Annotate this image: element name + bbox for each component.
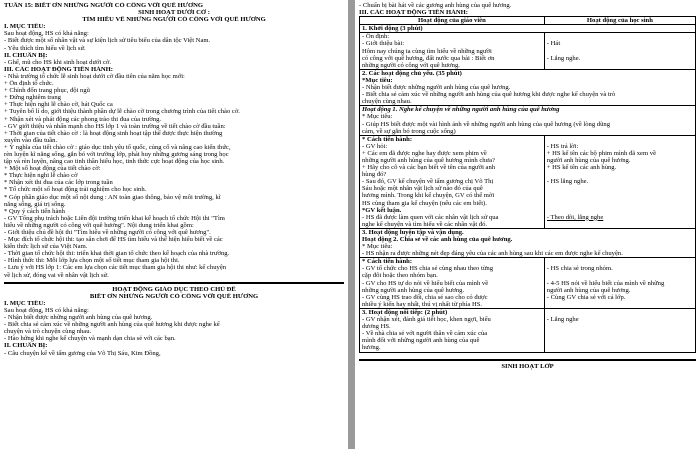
text-line: xuyên vào đầu tuần. xyxy=(4,136,58,144)
week-title: TUẦN 15: BIẾT ƠN NHỮNG NGƯỜI CÓ CÔNG VỚI QUÊ HƯƠNG xyxy=(4,2,204,9)
text-line: - HS trả lời: xyxy=(546,142,579,150)
activities-heading: III. CÁC HOẠT ĐỘNG TIẾN HÀNH: xyxy=(359,9,468,17)
text-line: *Mục tiêu: xyxy=(362,76,393,84)
text-line: - 4-5 HS nói về hiểu biết của mình về những xyxy=(546,279,665,287)
text-line: * Cách tiến hành: xyxy=(362,258,413,266)
text-line: - Mục đích tổ chức hội thi: tạo sân chơi để HS tìm hiểu và thể hiện hiểu biết về các xyxy=(4,236,223,244)
divider xyxy=(359,359,696,361)
text-line: - Giới thiệu chủ đề hội thi "Tìm hiểu về những người có công với quê hương". xyxy=(4,229,211,236)
text-line: - Cùng GV chia sẻ với cả lớp. xyxy=(546,293,626,301)
text-line: II. CHUẨN BỊ: xyxy=(4,51,48,59)
text-line: - Lưu ý với HS lớp 1: Các em lựa chọn các tiết mục tham gia hội thi như: kể chuyện xyxy=(4,264,227,272)
text-line: + Chỉnh đốn trang phục, đội ngũ xyxy=(4,87,90,95)
text-line: - Nhận biết được những người anh hùng của quê hương. xyxy=(4,314,153,322)
table-row xyxy=(360,228,696,257)
text-line: hương. xyxy=(362,344,381,352)
text-line: về lịch sử, đóng vai về nhân vật lịch sử. xyxy=(4,271,109,279)
text-line: - HS đã được làm quen với các nhân vật lịch sử qua xyxy=(362,213,499,221)
text-line: * Mục tiêu: xyxy=(362,113,393,121)
table-row xyxy=(360,308,696,352)
topic-title: HOẠT ĐỘNG GIÁO DỤC THEO CHỦ ĐỀ xyxy=(112,285,236,293)
text-line xyxy=(547,185,693,192)
main-activities-cell xyxy=(360,69,696,105)
text-line: * Mục tiêu: xyxy=(362,243,393,251)
text-line xyxy=(547,48,693,55)
activity-1-cell xyxy=(360,106,696,135)
text-line xyxy=(547,136,693,143)
text-line: những người có công với quê hương. xyxy=(362,61,460,69)
text-line: - Hào hứng khi nghe kể chuyện và mạnh dạn chia sẻ với các bạn. xyxy=(4,335,176,343)
prep-line: - Chuẩn bị bài hát về các gương anh hùng của quê hương. xyxy=(359,2,512,9)
activity-2-student-cell xyxy=(544,258,695,309)
text-line: hùng đó? xyxy=(362,171,387,179)
text-line: + Nhận xét và phát động các phong trào thi đua của trường. xyxy=(4,115,162,123)
table-row xyxy=(360,258,696,309)
table-row xyxy=(360,69,696,105)
text-line: - Câu chuyện kể về tấm gương của Võ Thị Sáu, Kim Đồng, xyxy=(4,349,161,357)
text-line: - Ổn định: xyxy=(362,33,390,41)
class-activity-title: SINH HOẠT LỚP xyxy=(501,362,554,370)
text-line xyxy=(547,272,693,279)
lesson-plan-table xyxy=(359,16,696,352)
text-line: cặp đôi hoặc theo nhóm bạn. xyxy=(362,272,438,280)
text-line: mình đối với những người anh hùng của quê xyxy=(362,337,480,345)
text-line: 3. Hoạt động nối tiếp: (2 phút) xyxy=(362,308,448,316)
text-line: tập và rèn luyện, nâng cao tinh thần hiếu học, tinh thức cực hoạt động của học sinh. xyxy=(4,158,225,166)
warmup-student-cell xyxy=(544,33,695,69)
text-line: - Thời gian tổ chức hội thi: triển khai thời gian tổ chức theo kế hoạch của nhà trường. xyxy=(4,250,230,258)
text-line: người anh hùng của quê hương. xyxy=(546,286,631,294)
text-line: Sau hoạt động, HS có khả năng: xyxy=(4,30,89,38)
section-title: SINH HOẠT DƯỚI CỜ : xyxy=(138,9,210,17)
warmup-heading: 1. Khởi động (3 phút) xyxy=(360,25,696,33)
text-line: chuyện và trò chuyện cùng nhau. xyxy=(4,328,92,336)
text-line: Hoạt động 2. Chia sẻ về các anh hùng của quê hương. xyxy=(362,236,513,243)
text-line: III. CÁC HOẠT ĐỘNG TIẾN HÀNH: xyxy=(4,65,113,73)
text-line: - HS lắng nghe. xyxy=(546,178,589,186)
text-line: - GV nhận xét, đánh giá tiết học, khen ngợi, biểu xyxy=(362,316,491,324)
document-page-right xyxy=(355,0,700,449)
activity-1-student-cell xyxy=(544,135,695,228)
text-line: - Yêu thích tìm hiểu về lịch sử. xyxy=(4,44,86,52)
table-header-row xyxy=(360,17,696,25)
text-line: Sau hoạt động, HS có khả năng: xyxy=(4,306,89,314)
text-line: * Nhận xét thi đua của các lớp trong tuần xyxy=(4,179,113,187)
text-line: - Giúp HS biết được một vài hình ảnh về những người anh hùng của quê hương (về lòng dũng xyxy=(362,120,610,128)
text-line: + Các em đã được nghe hay được xem phim về xyxy=(362,149,487,157)
text-line: - GV cùng HS trao đổi, chia sẻ sao cho có được xyxy=(362,293,488,301)
text-line: + Đứng nghiêm trang xyxy=(4,94,61,102)
text-line: có công với quê hương, đất nước qua bài : Biết ơn xyxy=(362,54,495,62)
text-line: - Lắng nghe xyxy=(546,316,579,324)
table-row xyxy=(360,135,696,228)
divider xyxy=(4,282,344,284)
text-line: + HS kể tên các bộ phim mình đã xem về xyxy=(546,149,656,157)
text-line: II. CHUẨN BỊ: xyxy=(4,342,48,350)
topic-subtitle: BIẾT ƠN NHỮNG NGƯỜI CÓ CÔNG VỚI QUÊ HƯƠNG xyxy=(89,292,259,300)
text-line: - Nhà trường tổ chức lễ sinh hoạt dưới cờ đầu tiên của năm học mới: xyxy=(4,72,185,80)
text-line: *GV kết luận. xyxy=(362,206,402,214)
text-line xyxy=(547,171,693,178)
table-row xyxy=(360,25,696,33)
text-line: nhiều ý kiến hay nhất, thú vị nhất từ phía HS. xyxy=(362,300,483,308)
text-line: những người anh hùng của quê hương. xyxy=(362,286,465,294)
text-line: kiến thức lịch sử của Việt Nam. xyxy=(4,243,88,251)
text-line: - GV cho HS tự do nói về hiểu biết của mình về xyxy=(362,279,489,287)
text-line: I. MỤC TIÊU: xyxy=(4,23,46,31)
text-line: - Biết được một số nhân vật và sự kiện lịch sử tiêu biểu của dân tộc Việt Nam. xyxy=(4,37,211,45)
text-line: - Sau đó, GV kể chuyện về tấm gương chị Võ Thị xyxy=(362,178,494,186)
text-line: - GV hỏi: xyxy=(362,142,388,150)
activity-2-teacher-cell xyxy=(360,258,545,309)
left-body-1 xyxy=(4,23,344,278)
text-line: + Hãy cho cô và các bạn biết về tên của người anh xyxy=(362,164,496,172)
text-line xyxy=(547,207,693,214)
text-line: người anh hùng của quê hương. xyxy=(546,156,631,164)
text-line: * Thực hiện nghi lễ chào cờ xyxy=(4,172,78,180)
activity-1-teacher-cell xyxy=(360,135,545,228)
text-line: * Tổ chức một số hoạt động trải nghiệm cho học sinh. xyxy=(4,186,147,194)
text-line: những người anh hùng của quê hương mình chưa? xyxy=(362,156,495,164)
activity-2-cell xyxy=(360,228,696,257)
text-line: - Hát xyxy=(546,40,561,48)
text-line: + Thời gian của tiết chào cờ : là hoạt động sinh hoạt tập thể được thực hiện thường xyxy=(4,129,223,137)
text-line: * Cách tiến hành: xyxy=(362,135,413,143)
text-line: chuyện cùng nhau. xyxy=(362,98,412,106)
text-line: - GV tổ chức cho HS chia sẻ cùng nhau theo từng xyxy=(362,265,493,273)
text-line: - Ghế, mũ cho HS khi sinh hoạt dưới cờ. xyxy=(4,58,112,66)
text-line: * Góp phần giáo dục một số nội dung : AN toàn giao thông, bảo vệ môi trường, kĩ xyxy=(4,193,221,201)
text-line: - Giới thiệu bài: xyxy=(362,40,405,48)
text-line: Sáu hoặc một nhân vật lịch sử nào đó của quê xyxy=(362,185,483,193)
student-column-header: Hoạt động của học sinh xyxy=(544,17,695,25)
text-line: năng sống, giá trị sống. xyxy=(4,200,66,208)
text-line: - HS chia sẻ trong nhóm. xyxy=(546,265,613,273)
text-line xyxy=(547,309,693,316)
text-line: - Về nhà chia sẻ với người thân về cảm xúc của xyxy=(362,330,488,338)
text-line: - Biết chia sẻ cảm xúc về những người anh hùng của quê hương khi được nghe kể chuyện và trò xyxy=(362,91,616,99)
text-line: nghe kể chuyện và tìm hiểu về các nhân vật đó. xyxy=(362,220,488,228)
text-line: rèn luyện kĩ năng sống, gắn bó với trường lớp, phát huy những gương sáng trong học xyxy=(4,150,229,158)
table-row xyxy=(360,33,696,69)
text-line: - Lắng nghe. xyxy=(546,54,581,62)
text-line: 3. Hoạt động luyện tập và vận dụng. xyxy=(362,228,464,236)
text-line: - Nhận biết được những người anh hùng của quê hương. xyxy=(362,84,511,92)
followup-teacher-cell xyxy=(360,308,545,352)
teacher-column-header: Hoạt động của giáo viên xyxy=(360,17,545,25)
text-line: Hôm nay chúng ta cùng tìm hiểu về những người xyxy=(362,47,492,55)
text-line: dương HS. xyxy=(362,323,391,331)
text-line: + Tuyên bố lí do, giới thiệu thành phần dự lễ chào cờ trong chương trình của tiết chào cờ. xyxy=(4,108,240,116)
text-line: - GV giới thiệu và nhấn mạnh cho HS lớp 1 và toàn trường về tiết chào cờ đầu tuần: xyxy=(4,122,226,130)
text-line: + Một số hoạt động của tiết chào cờ: xyxy=(4,165,101,173)
text-line: + Thực hiện nghi lễ chào cờ, hát Quốc ca xyxy=(4,101,113,109)
text-line: HS cùng tham gia kể chuyện (nếu các em biết). xyxy=(362,199,487,207)
text-line xyxy=(547,192,693,199)
text-line: * Quy ý cách tiến hành xyxy=(4,207,65,215)
table-row xyxy=(360,106,696,135)
text-line: cảm, về sự gắn bó trong cuộc sống) xyxy=(362,127,456,135)
lesson-title: TÌM HIỂU VỀ NHỮNG NGƯỜI CÓ CÔNG VỚI QUÊ HƯƠNG xyxy=(82,16,266,24)
text-line: - HS nhận ra được những nét đẹp đáng yêu của các anh hùng sau khi các em được nghe kể chuyện. xyxy=(362,250,623,258)
text-line: Hoạt động 1. Nghe kể chuyện về những người anh hùng của quê hương xyxy=(362,106,560,114)
text-line xyxy=(547,200,693,207)
document-page-left xyxy=(0,0,348,449)
main-activities-heading: 2. Các hoạt động chủ yếu. (35 phút) xyxy=(362,69,462,77)
warmup-teacher-cell xyxy=(360,33,545,69)
text-line: - Theo dõi, lắng nghe xyxy=(546,213,604,221)
text-line: + HS kể tên các anh hùng. xyxy=(546,164,617,172)
text-line xyxy=(547,258,693,265)
text-line: - Biết chia sẻ cảm xúc về những người anh hùng của quê hương khi được nghe kể xyxy=(4,321,220,329)
left-body-2 xyxy=(4,300,344,357)
text-line: I. MỤC TIÊU: xyxy=(4,299,46,307)
text-line: + Ý nghĩa của tiết chào cờ : giáo dục tinh yêu tổ quốc, củng cố và nâng cao kiến thức, xyxy=(4,143,231,151)
text-line: + Ổn định tổ chức. xyxy=(4,80,54,88)
text-line: hương mình. Trong khi kể chuyện, GV có thể mời xyxy=(362,192,495,200)
text-line xyxy=(547,33,693,40)
text-line: - GV Tổng phụ trách hoặc Liên đội trưởng triển khai kế hoạch tổ chức Hội thi "Tìm xyxy=(4,214,225,222)
text-line: hiểu về những người có công với quê hương". Nội dung triển khai gồm: xyxy=(4,221,194,229)
followup-student-cell xyxy=(544,308,695,352)
text-line: - Hình thức thi: Mỗi lớp lựa chọn một số tiết mục tham gia hội thi. xyxy=(4,257,180,265)
